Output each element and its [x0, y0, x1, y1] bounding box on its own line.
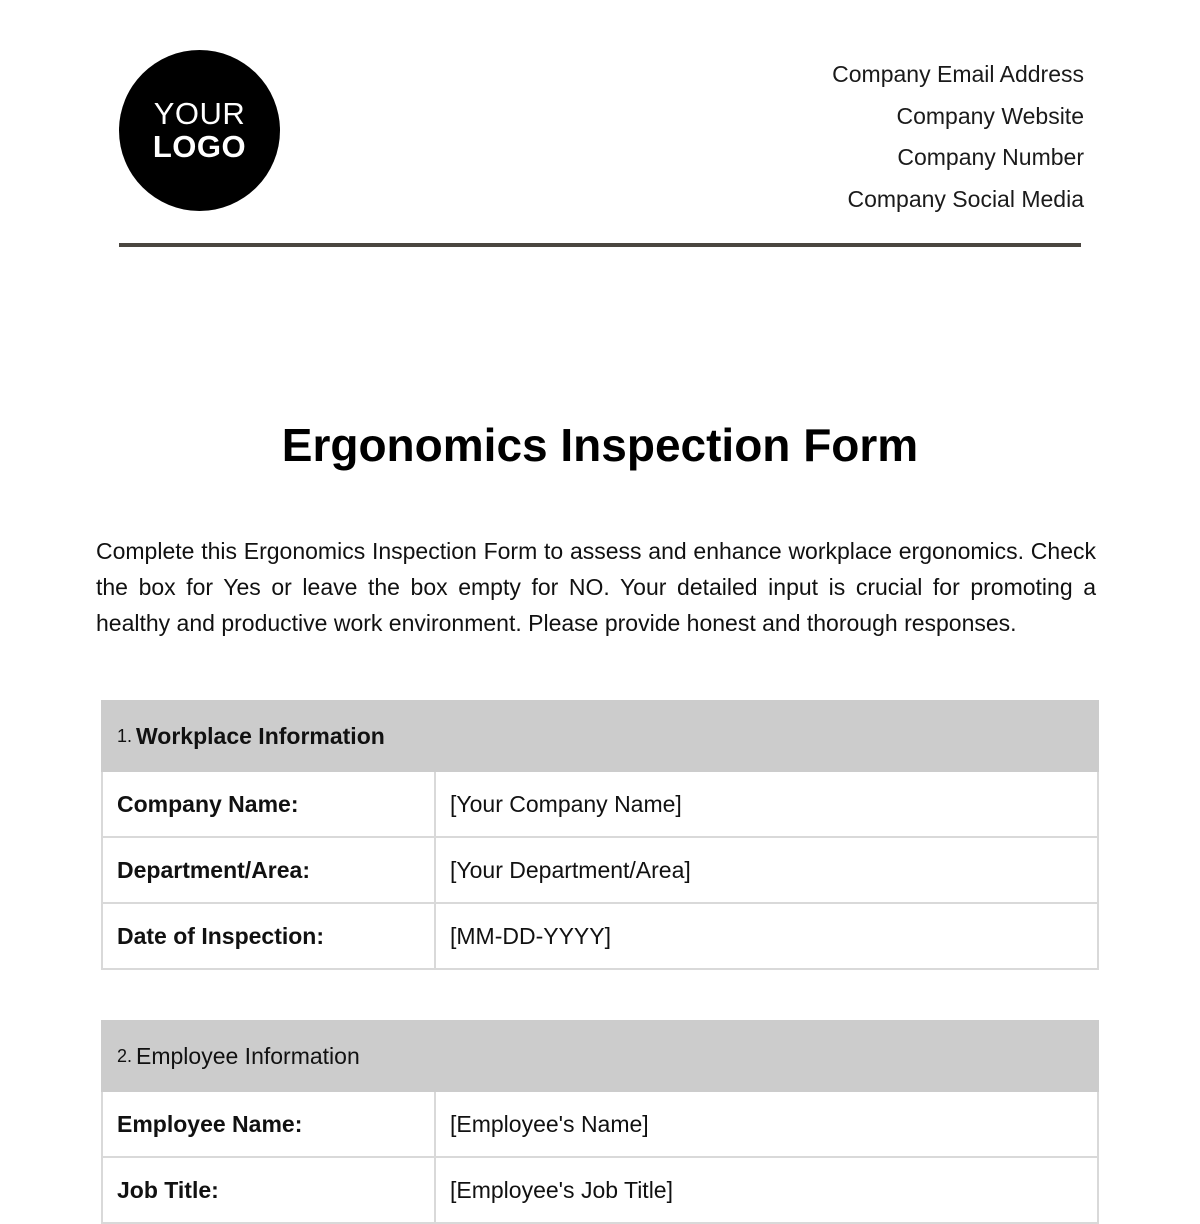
- company-website: Company Website: [896, 102, 1084, 129]
- company-social-media: Company Social Media: [847, 185, 1084, 212]
- company-email: Company Email Address: [832, 61, 1084, 87]
- section-header: [102, 701, 1098, 771]
- section-number: 1.: [117, 725, 133, 746]
- workplace-information-table: [101, 700, 1099, 970]
- table-row: [102, 837, 1098, 903]
- logo-line-1: YOUR: [153, 95, 246, 131]
- company-name-field[interactable]: [Your Company Name]: [435, 771, 1098, 837]
- inspection-date-field[interactable]: [MM-DD-YYYY]: [435, 903, 1098, 969]
- section-heading: Workplace Information: [136, 722, 385, 749]
- section-header-cell: [102, 1021, 1098, 1091]
- section-heading: Employee Information: [136, 1042, 360, 1069]
- logo-line-2: LOGO: [152, 128, 247, 164]
- field-label: Company Name:: [102, 771, 435, 837]
- table-row: [102, 903, 1098, 969]
- company-contact-block: [832, 54, 1084, 220]
- department-area-field[interactable]: [Your Department/Area]: [435, 837, 1098, 903]
- field-label: Job Title:: [102, 1157, 435, 1223]
- company-logo: [119, 50, 280, 211]
- section-header-cell: [102, 701, 1098, 771]
- intro-paragraph: Complete this Ergonomics Inspection Form to assess and enhance workplace ergonomics. Check the box for Yes or leave the box empty for NO. Your detailed input is crucial for promoting a healthy and productive work environment. Please provide honest and thorough responses.: [96, 538, 1096, 636]
- field-label: Employee Name:: [102, 1091, 435, 1157]
- table-row: [102, 771, 1098, 837]
- page-title: Ergonomics Inspection Form: [281, 419, 919, 471]
- job-title-field[interactable]: [Employee's Job Title]: [435, 1157, 1098, 1223]
- section-number: 2.: [117, 1045, 133, 1066]
- header-divider: [119, 243, 1081, 247]
- table-row: [102, 1157, 1098, 1223]
- field-label: Date of Inspection:: [102, 903, 435, 969]
- section-header: [102, 1021, 1098, 1091]
- employee-information-table: [101, 1020, 1099, 1224]
- table-row: [102, 1091, 1098, 1157]
- company-number: Company Number: [897, 144, 1084, 170]
- field-label: Department/Area:: [102, 837, 435, 903]
- employee-name-field[interactable]: [Employee's Name]: [435, 1091, 1098, 1157]
